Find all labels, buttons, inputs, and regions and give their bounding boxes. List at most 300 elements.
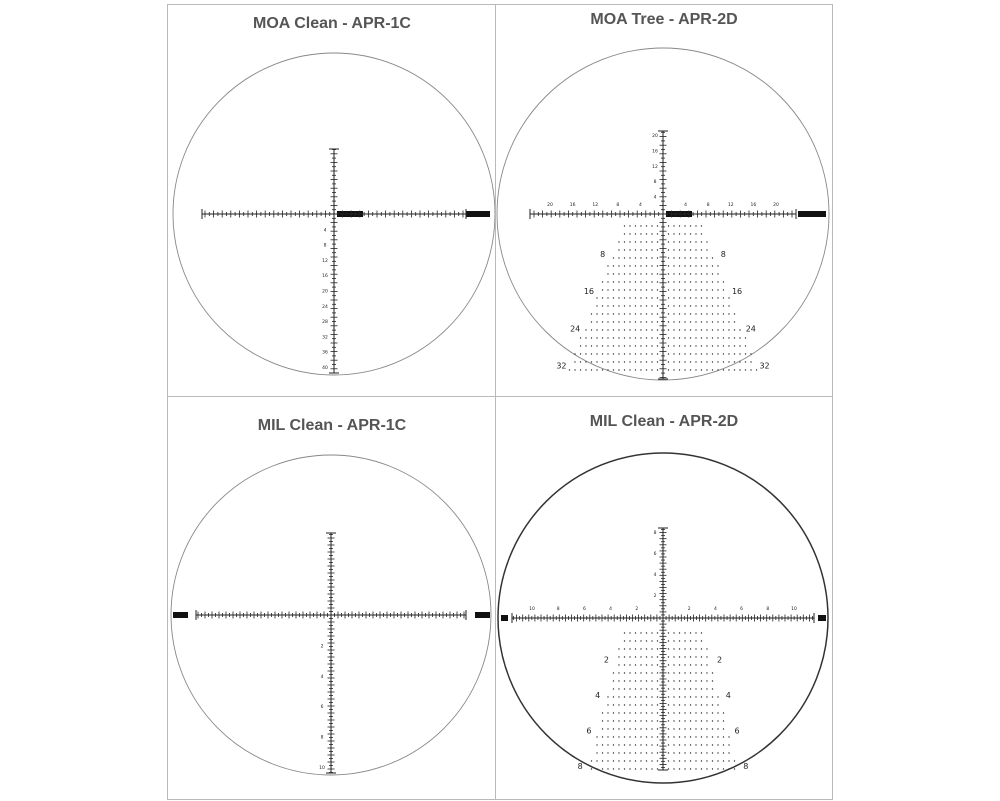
tree-dot (701, 712, 702, 713)
tree-dot (690, 345, 691, 346)
tree-dot (646, 225, 647, 226)
tree-label: 8 (720, 249, 726, 259)
tree-dot (712, 297, 713, 298)
tree-dot (602, 720, 603, 721)
vertical-label: 24 (322, 304, 328, 310)
tree-dot (602, 752, 603, 753)
tree-dot (679, 696, 680, 697)
tree-dot (695, 680, 696, 681)
tree-dot (690, 273, 691, 274)
horizontal-label: 4 (638, 203, 642, 208)
tree-dot (602, 353, 603, 354)
vertical-label: 20 (652, 134, 658, 139)
tree-dot (668, 728, 669, 729)
tree-dot (591, 361, 592, 362)
tree-dot (629, 361, 630, 362)
tree-dot (684, 225, 685, 226)
tree-dot (635, 337, 636, 338)
tree-dot (651, 225, 652, 226)
tree-dot (706, 696, 707, 697)
tree-dot (602, 736, 603, 737)
tree-dot (668, 752, 669, 753)
tree-dot (635, 329, 636, 330)
tree-dot (602, 760, 603, 761)
tree-dot (602, 361, 603, 362)
tree-dot (629, 337, 630, 338)
tree-label: 16 (731, 287, 743, 297)
tree-dot (607, 712, 608, 713)
tree-dot (607, 345, 608, 346)
tree-dot (668, 361, 669, 362)
tree-dot (640, 768, 641, 769)
tree-dot (635, 281, 636, 282)
tree-dot (673, 305, 674, 306)
tree-dot (712, 688, 713, 689)
tree-label: 8 (600, 249, 606, 259)
tree-dot (596, 345, 597, 346)
vertical-label: 20 (322, 289, 328, 295)
tree-dot (635, 720, 636, 721)
tree-dot (651, 736, 652, 737)
tree-dot (756, 369, 757, 370)
tree-dot (635, 305, 636, 306)
tree-dot (695, 720, 696, 721)
tree-dot (618, 297, 619, 298)
tree-dot (602, 768, 603, 769)
tree-dot (706, 680, 707, 681)
tree-dot (668, 664, 669, 665)
tree-dot (635, 672, 636, 673)
tree-dot (613, 369, 614, 370)
tree-dot (624, 672, 625, 673)
tree-dot (591, 760, 592, 761)
tree-dot (695, 712, 696, 713)
vertical-label: 10 (319, 766, 325, 771)
tree-dot (679, 656, 680, 657)
tree-dot (635, 688, 636, 689)
tree-dot (679, 680, 680, 681)
tree-dot (701, 329, 702, 330)
panel-title: MOA Tree - APR-2D (590, 11, 738, 28)
tree-dot (629, 760, 630, 761)
tree-dot (750, 369, 751, 370)
tree-dot (706, 329, 707, 330)
tree-dot (624, 648, 625, 649)
tree-dot (690, 664, 691, 665)
tree-dot (640, 321, 641, 322)
tree-dot (668, 337, 669, 338)
tree-dot (684, 688, 685, 689)
tree-dot (613, 361, 614, 362)
tree-dot (618, 680, 619, 681)
tree-dot (734, 353, 735, 354)
tree-dot (723, 321, 724, 322)
tree-dot (640, 704, 641, 705)
tree-dot (695, 736, 696, 737)
tree-dot (734, 369, 735, 370)
tree-dot (712, 337, 713, 338)
tree-dot (657, 321, 658, 322)
vertical-label: 8 (653, 180, 657, 186)
tree-dot (607, 752, 608, 753)
tree-dot (695, 640, 696, 641)
tree-dot (635, 297, 636, 298)
tree-dot (679, 297, 680, 298)
right-post (818, 615, 826, 621)
tree-dot (706, 241, 707, 242)
tree-dot (657, 664, 658, 665)
vertical-label: 12 (322, 258, 328, 264)
tree-dot (607, 337, 608, 338)
tree-dot (684, 672, 685, 673)
tree-dot (651, 664, 652, 665)
tree-dot (635, 640, 636, 641)
tree-dot (701, 672, 702, 673)
tree-dot (651, 720, 652, 721)
tree-dot (618, 736, 619, 737)
tree-dot (624, 289, 625, 290)
tree-dot (629, 281, 630, 282)
tree-dot (706, 728, 707, 729)
tree-dot (657, 768, 658, 769)
tree-label: 4 (725, 691, 731, 701)
tree-dot (706, 672, 707, 673)
tree-dot (728, 337, 729, 338)
tree-dot (701, 305, 702, 306)
tree-dot (651, 688, 652, 689)
tree-dot (657, 648, 658, 649)
tree-dot (690, 241, 691, 242)
tree-dot (728, 313, 729, 314)
tree-dot (668, 744, 669, 745)
tree-dot (723, 768, 724, 769)
tree-dot (684, 281, 685, 282)
tree-dot (651, 648, 652, 649)
tree-dot (695, 249, 696, 250)
tree-dot (618, 744, 619, 745)
tree-dot (739, 361, 740, 362)
tree-dot (701, 736, 702, 737)
tree-dot (701, 656, 702, 657)
tree-dot (690, 289, 691, 290)
tree-dot (640, 369, 641, 370)
tree-dot (596, 361, 597, 362)
tree-dot (695, 696, 696, 697)
tree-dot (679, 704, 680, 705)
tree-dot (701, 640, 702, 641)
tree-dot (717, 744, 718, 745)
tree-dot (728, 297, 729, 298)
tree-dot (706, 736, 707, 737)
tree-dot (712, 265, 713, 266)
tree-dot (613, 321, 614, 322)
tree-dot (728, 752, 729, 753)
tree-dot (640, 728, 641, 729)
tree-dot (640, 305, 641, 306)
tree-dot (673, 273, 674, 274)
tree-dot (635, 265, 636, 266)
tree-dot (602, 297, 603, 298)
tree-label: 4 (595, 691, 601, 701)
tree-dot (679, 281, 680, 282)
tree-dot (657, 361, 658, 362)
tree-dot (635, 696, 636, 697)
tree-dot (684, 632, 685, 633)
vertical-label: 8 (323, 243, 327, 249)
tree-dot (723, 752, 724, 753)
tree-dot (618, 752, 619, 753)
tree-dot (574, 369, 575, 370)
tree-dot (734, 321, 735, 322)
tree-dot (591, 337, 592, 338)
tree-dot (629, 640, 630, 641)
tree-dot (706, 305, 707, 306)
tree-dot (679, 664, 680, 665)
tree-dot (629, 297, 630, 298)
tree-dot (684, 361, 685, 362)
tree-label: 32 (759, 361, 770, 371)
tree-dot (673, 297, 674, 298)
right-post (466, 211, 490, 217)
tree-dot (701, 361, 702, 362)
tree-dot (706, 297, 707, 298)
tree-dot (618, 768, 619, 769)
tree-dot (585, 345, 586, 346)
tree-label: 8 (577, 762, 583, 772)
tree-dot (706, 265, 707, 266)
tree-dot (723, 353, 724, 354)
tree-dot (684, 353, 685, 354)
tree-dot (635, 225, 636, 226)
left-post (173, 612, 188, 618)
tree-dot (668, 353, 669, 354)
tree-dot (679, 289, 680, 290)
tree-dot (695, 369, 696, 370)
tree-dot (585, 337, 586, 338)
tree-dot (690, 361, 691, 362)
tree-dot (723, 337, 724, 338)
tree-dot (624, 744, 625, 745)
tree-dot (684, 329, 685, 330)
tree-dot (695, 704, 696, 705)
tree-dot (706, 720, 707, 721)
tree-dot (717, 337, 718, 338)
tree-dot (657, 736, 658, 737)
tree-label: 32 (556, 361, 567, 371)
tree-dot (673, 712, 674, 713)
tree-dot (684, 273, 685, 274)
tree-dot (640, 672, 641, 673)
tree-dot (624, 321, 625, 322)
tree-dot (618, 760, 619, 761)
tree-dot (684, 680, 685, 681)
tree-dot (618, 289, 619, 290)
tree-dot (613, 337, 614, 338)
horizontal-label: 6 (582, 607, 586, 612)
tree-dot (695, 329, 696, 330)
tree-dot (602, 728, 603, 729)
tree-dot (701, 768, 702, 769)
tree-dot (613, 345, 614, 346)
tree-dot (607, 273, 608, 274)
tree-dot (695, 313, 696, 314)
tree-dot (651, 281, 652, 282)
tree-dot (629, 345, 630, 346)
tree-dot (629, 249, 630, 250)
horizontal-label: 16 (569, 203, 576, 208)
tree-dot (629, 632, 630, 633)
tree-dot (668, 696, 669, 697)
reticle-diagram (496, 397, 834, 801)
tree-dot (679, 720, 680, 721)
tree-dot (717, 305, 718, 306)
horizontal-label: 20 (547, 203, 553, 208)
tree-dot (690, 752, 691, 753)
tree-dot (695, 664, 696, 665)
tree-dot (701, 233, 702, 234)
tree-dot (640, 281, 641, 282)
tree-dot (613, 720, 614, 721)
tree-dot (706, 752, 707, 753)
tree-dot (668, 712, 669, 713)
tree-dot (706, 744, 707, 745)
tree-dot (668, 249, 669, 250)
tree-dot (651, 640, 652, 641)
tree-dot (618, 656, 619, 657)
tree-dot (640, 712, 641, 713)
tree-dot (668, 656, 669, 657)
tree-dot (657, 369, 658, 370)
tree-dot (618, 321, 619, 322)
tree-dot (679, 225, 680, 226)
tree-dot (679, 760, 680, 761)
tree-dot (629, 265, 630, 266)
tree-dot (750, 361, 751, 362)
tree-dot (723, 736, 724, 737)
tree-dot (673, 249, 674, 250)
tree-dot (701, 696, 702, 697)
tree-dot (695, 672, 696, 673)
tree-dot (640, 249, 641, 250)
tree-dot (607, 736, 608, 737)
tree-dot (646, 249, 647, 250)
horizontal-label: 16 (750, 203, 757, 208)
tree-dot (580, 345, 581, 346)
tree-dot (712, 680, 713, 681)
tree-dot (635, 249, 636, 250)
tree-dot (701, 369, 702, 370)
tree-dot (618, 712, 619, 713)
tree-dot (712, 361, 713, 362)
tree-dot (657, 225, 658, 226)
tree-dot (629, 225, 630, 226)
tree-dot (629, 257, 630, 258)
tree-dot (613, 688, 614, 689)
tree-dot (651, 680, 652, 681)
tree-dot (635, 289, 636, 290)
tree-dot (640, 648, 641, 649)
tree-dot (690, 760, 691, 761)
tree-dot (591, 768, 592, 769)
tree-dot (717, 760, 718, 761)
tree-dot (657, 720, 658, 721)
tree-dot (574, 361, 575, 362)
tree-dot (596, 760, 597, 761)
tree-dot (635, 369, 636, 370)
tree-dot (640, 361, 641, 362)
tree-dot (706, 688, 707, 689)
tree-dot (673, 345, 674, 346)
tree-dot (723, 760, 724, 761)
tree-dot (613, 265, 614, 266)
tree-dot (668, 257, 669, 258)
tree-dot (651, 265, 652, 266)
tree-dot (618, 249, 619, 250)
tree-dot (657, 712, 658, 713)
tree-dot (673, 704, 674, 705)
tree-dot (739, 369, 740, 370)
tree-dot (607, 369, 608, 370)
tree-dot (624, 688, 625, 689)
tree-dot (646, 736, 647, 737)
tree-dot (684, 241, 685, 242)
tree-dot (651, 353, 652, 354)
tree-dot (701, 281, 702, 282)
tree-dot (624, 696, 625, 697)
tree-dot (750, 353, 751, 354)
tree-dot (679, 249, 680, 250)
tree-dot (640, 744, 641, 745)
tree-dot (635, 752, 636, 753)
tree-dot (679, 744, 680, 745)
tree-dot (624, 680, 625, 681)
vertical-label: 6 (653, 552, 657, 557)
tree-dot (618, 704, 619, 705)
tree-dot (684, 704, 685, 705)
tree-dot (640, 656, 641, 657)
tree-dot (624, 241, 625, 242)
tree-dot (651, 241, 652, 242)
tree-dot (734, 313, 735, 314)
tree-dot (646, 744, 647, 745)
tree-dot (673, 353, 674, 354)
tree-dot (657, 273, 658, 274)
tree-dot (701, 225, 702, 226)
tree-dot (706, 321, 707, 322)
left-post (501, 615, 508, 621)
tree-dot (668, 736, 669, 737)
tree-dot (640, 720, 641, 721)
tree-dot (607, 760, 608, 761)
tree-dot (657, 345, 658, 346)
tree-dot (607, 728, 608, 729)
panel-title: MIL Clean - APR-1C (257, 417, 407, 434)
tree-dot (673, 768, 674, 769)
tree-dot (646, 752, 647, 753)
tree-dot (706, 704, 707, 705)
tree-dot (624, 249, 625, 250)
horizontal-label: 12 (727, 203, 734, 208)
tree-dot (640, 257, 641, 258)
tree-dot (657, 305, 658, 306)
tree-dot (618, 361, 619, 362)
tree-dot (673, 321, 674, 322)
tree-dot (695, 233, 696, 234)
tree-dot (679, 736, 680, 737)
tree-dot (673, 760, 674, 761)
tree-dot (646, 640, 647, 641)
tree-dot (624, 640, 625, 641)
